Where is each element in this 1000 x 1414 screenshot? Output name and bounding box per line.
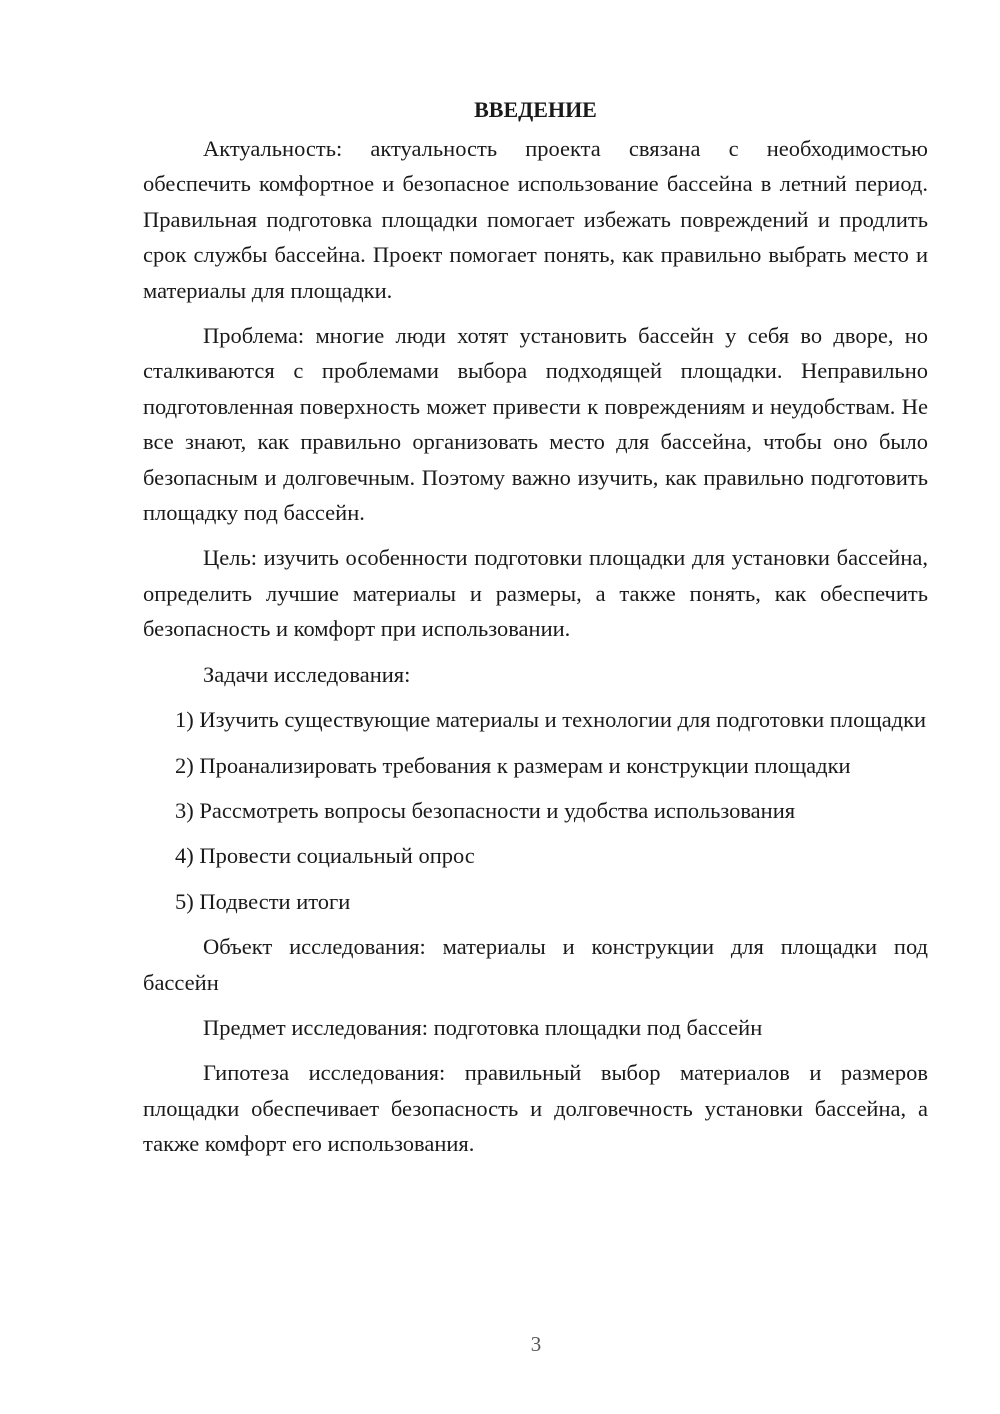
task-item-3: 3) Рассмотреть вопросы безопасности и удобства использования — [175, 797, 796, 823]
document-page — [143, 92, 928, 1172]
section-heading: ВВЕДЕНИЕ — [474, 97, 597, 122]
paragraph-object: Объект исследования: материалы и конструкции для площадки под бассейн — [143, 934, 928, 995]
task-item-5: 5) Подвести итоги — [175, 888, 351, 914]
paragraph-goal: Цель: изучить особенности подготовки площадки для установки бассейна, определить лучшие материалы и размеры, а также понять, как обеспечить безопасность и комфорт при использовании. — [143, 545, 928, 642]
paragraph-problem: Проблема: многие люди хотят установить бассейн у себя во дворе, но сталкиваются с проблемами выбора подходящей площадки. Неправильно подготовленная поверхность может привести к повреждениям и неудобствам. Не все знают, как правильно организовать место для бассейна, чтобы оно было безопасным и долговечным. Поэтому важно изучить, как правильно подготовить площадку под бассейн. — [143, 323, 928, 526]
task-item-2: 2) Проанализировать требования к размерам и конструкции площадки — [175, 752, 851, 778]
task-item-1: 1) Изучить существующие материалы и технологии для подготовки площадки — [175, 707, 927, 733]
page-number: 3 — [530, 1332, 542, 1356]
paragraph-subject: Предмет исследования: подготовка площадки под бассейн — [203, 1014, 763, 1040]
paragraph-relevance: Актуальность: актуальность проекта связана с необходимостью обеспечить комфортное и безопасное использование бассейна в летний период. Правильная подготовка площадки помогает избежать повреждений и продлить срок службы бассейна. Проект помогает понять, как правильно выбрать место и материалы для площадки. — [143, 136, 928, 303]
tasks-title: Задачи исследования: — [203, 661, 411, 687]
task-item-4: 4) Провести социальный опрос — [175, 843, 475, 869]
paragraph-hypothesis: Гипотеза исследования: правильный выбор материалов и размеров площадки обеспечивает безопасность и долговечность установки бассейна, а также комфорт его использования. — [143, 1060, 928, 1157]
